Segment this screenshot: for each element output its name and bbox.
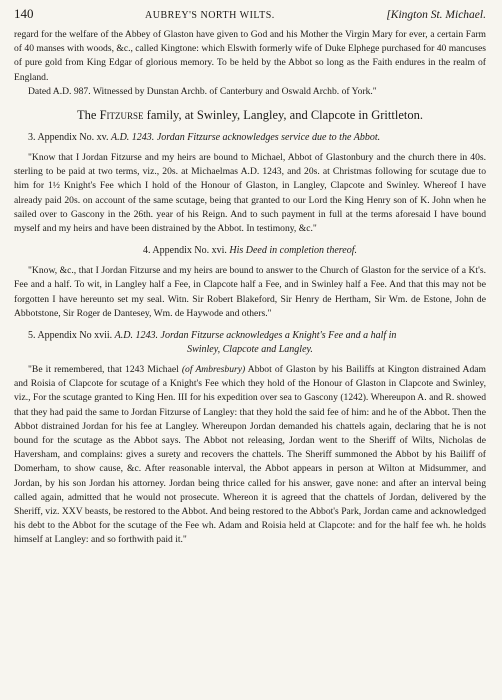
appendix-xvii-number: 5. Appendix No xvii.: [28, 330, 113, 342]
appendix-xvi-description: His Deed in completion thereof.: [229, 245, 358, 257]
appendix-xv-description: Jordan Fitzurse acknowledges service due to the Abbot.: [156, 132, 381, 144]
section-title-the: The: [77, 108, 97, 123]
section-title: [14, 108, 486, 123]
appendix-xvii-description: Jordan Fitzurse acknowledges a Knight's Fee and a half in: [160, 330, 397, 342]
appendix-xv-body: "Know that I Jordan Fitzurse and my heirs are bound to Michael, Abbot of Glastonbury and the church there in 40s. sterling to be paid at two terms, viz., 20s. at Michaelmas A.D. 1243, and 20s. at Christmas following for scutage due to him for 1½ Knight's Fee which I hold of the Honour of Glaston, in Langley, Clapcote and Swinley. Whereof I have already paid 20s. on account of the same scutage, being that granted to our Lord the King Henry son of K. John when he sailed over to Gascony in the 26th. year of his Reign. And to such payment in full at the terms aforesaid I have bound myself and my heirs and have been distrained by the Abbot. In testimony, &c.": [14, 152, 486, 235]
appendix-xvii-description-cont: Swinley, Clapcote and Langley.: [187, 344, 313, 356]
place-heading: [Kington St. Michael.: [386, 9, 486, 21]
appendix-xvii-date: A.D. 1243.: [114, 330, 159, 342]
appendix-xvii-body-start: "Be it remembered, that 1243 Michael: [28, 364, 179, 376]
appendix-xvii-body-text: Abbot of Glaston by his Bailiffs at Kington distrained Adam and Roisia of Clapcote for scutage of a Knight's Fee which they hold of the Honour of Glaston in Clapcote and Swinley, viz., For the scutage granted to King Hen. III for his expedition over sea to Gascony (1242). Whereupon A. and R. showed that they had paid the same to Jordan Fitzurse of Langley: that they hold the said fee of him: and he of the Abbot. Then the Abbot distrained Jordan for his fee at Langley. Whereupon Jordan demanded his chattels again, declaring that he is not bound for the scutage as the Abbot says. The Abbot not releasing, Jordan went to the Sheriff of Wilts, Nicholas de Haversham, and complains: gives a surety and recovers the chattels. The Sheriff summoned the Abbot by his Bailiff of Domerham, to show cause, &c. After reasonable interval, the Abbot appears in person at Wilton at Midsummer, and Jordan, by his son Jordan his attorney. Jordan being thrice called for his answer, gave none: and after an interval being called again, admitted that he would not prosecute. Whereon it is agreed that the chattels of Jordan, delivered by the Sheriff, viz. XXV beasts, be restored to the Abbot. And being restored to the Abbot's Park, Jordan came and acknowledged his debt to the Abbot for the scutage of the Fee wh. Adam and Roisia held at Clapcote: and for the half fee wh. he holds himself at Langley: and so forthwith paid it.": [14, 364, 486, 546]
appendix-xvi-number: 4. Appendix No. xvi.: [142, 245, 227, 257]
appendix-xvii-body-paren: (of Ambresbury): [181, 364, 246, 376]
appendix-xvii-body: [14, 363, 486, 548]
appendix-xv-number: 3. Appendix No. xv.: [28, 132, 109, 144]
appendix-xvi-heading: [14, 244, 486, 258]
appendix-xvi-body: "Know, &c., that I Jordan Fitzurse and my heirs are bound to answer to the Church of Glaston for the service of a Kt's. Fee and a half. To wit, in Langley half a Fee, in Clapcote half a Fee, and in Swinley half a Fee. And that this may not be forgotten I have hereunto set my seal. Witn. Sir Robert Blakeford, Sir Henry de Hertham, Sir Wm. de Estone, John de Abbotstone, Sir Roger de Dantesey, Wm. de Haywode and others.": [14, 265, 486, 319]
appendix-xv-heading: [14, 131, 486, 145]
section-title-rest: family, at Swinley, Langley, and Clapcote in Grittleton.: [146, 108, 423, 123]
running-title: AUBREY'S NORTH WILTS.: [145, 10, 275, 21]
appendix-xvii-heading: [14, 329, 486, 343]
page-number: 140: [14, 6, 34, 21]
intro-dated-line: Dated A.D. 987. Witnessed by Dunstan Archb. of Canterbury and Oswald Archb. of York.": [28, 85, 377, 97]
section-title-family: Fitzurse: [99, 108, 144, 123]
intro-paragraph: regard for the welfare of the Abbey of Glaston have given to God and his Mother the Virgin Mary for ever, a certain Farm of 40 manses with woods, &c., called Kingtone: which Elswith formerly wife of Duke Elphege purchased for 40 mancuses of pure gold from King Edgar of glorious memory. To be held by the Abbot so long as the Faith endures in the realm of England.: [14, 29, 486, 83]
appendix-xv-date: A.D. 1243.: [110, 132, 155, 144]
page-header: [14, 6, 486, 28]
